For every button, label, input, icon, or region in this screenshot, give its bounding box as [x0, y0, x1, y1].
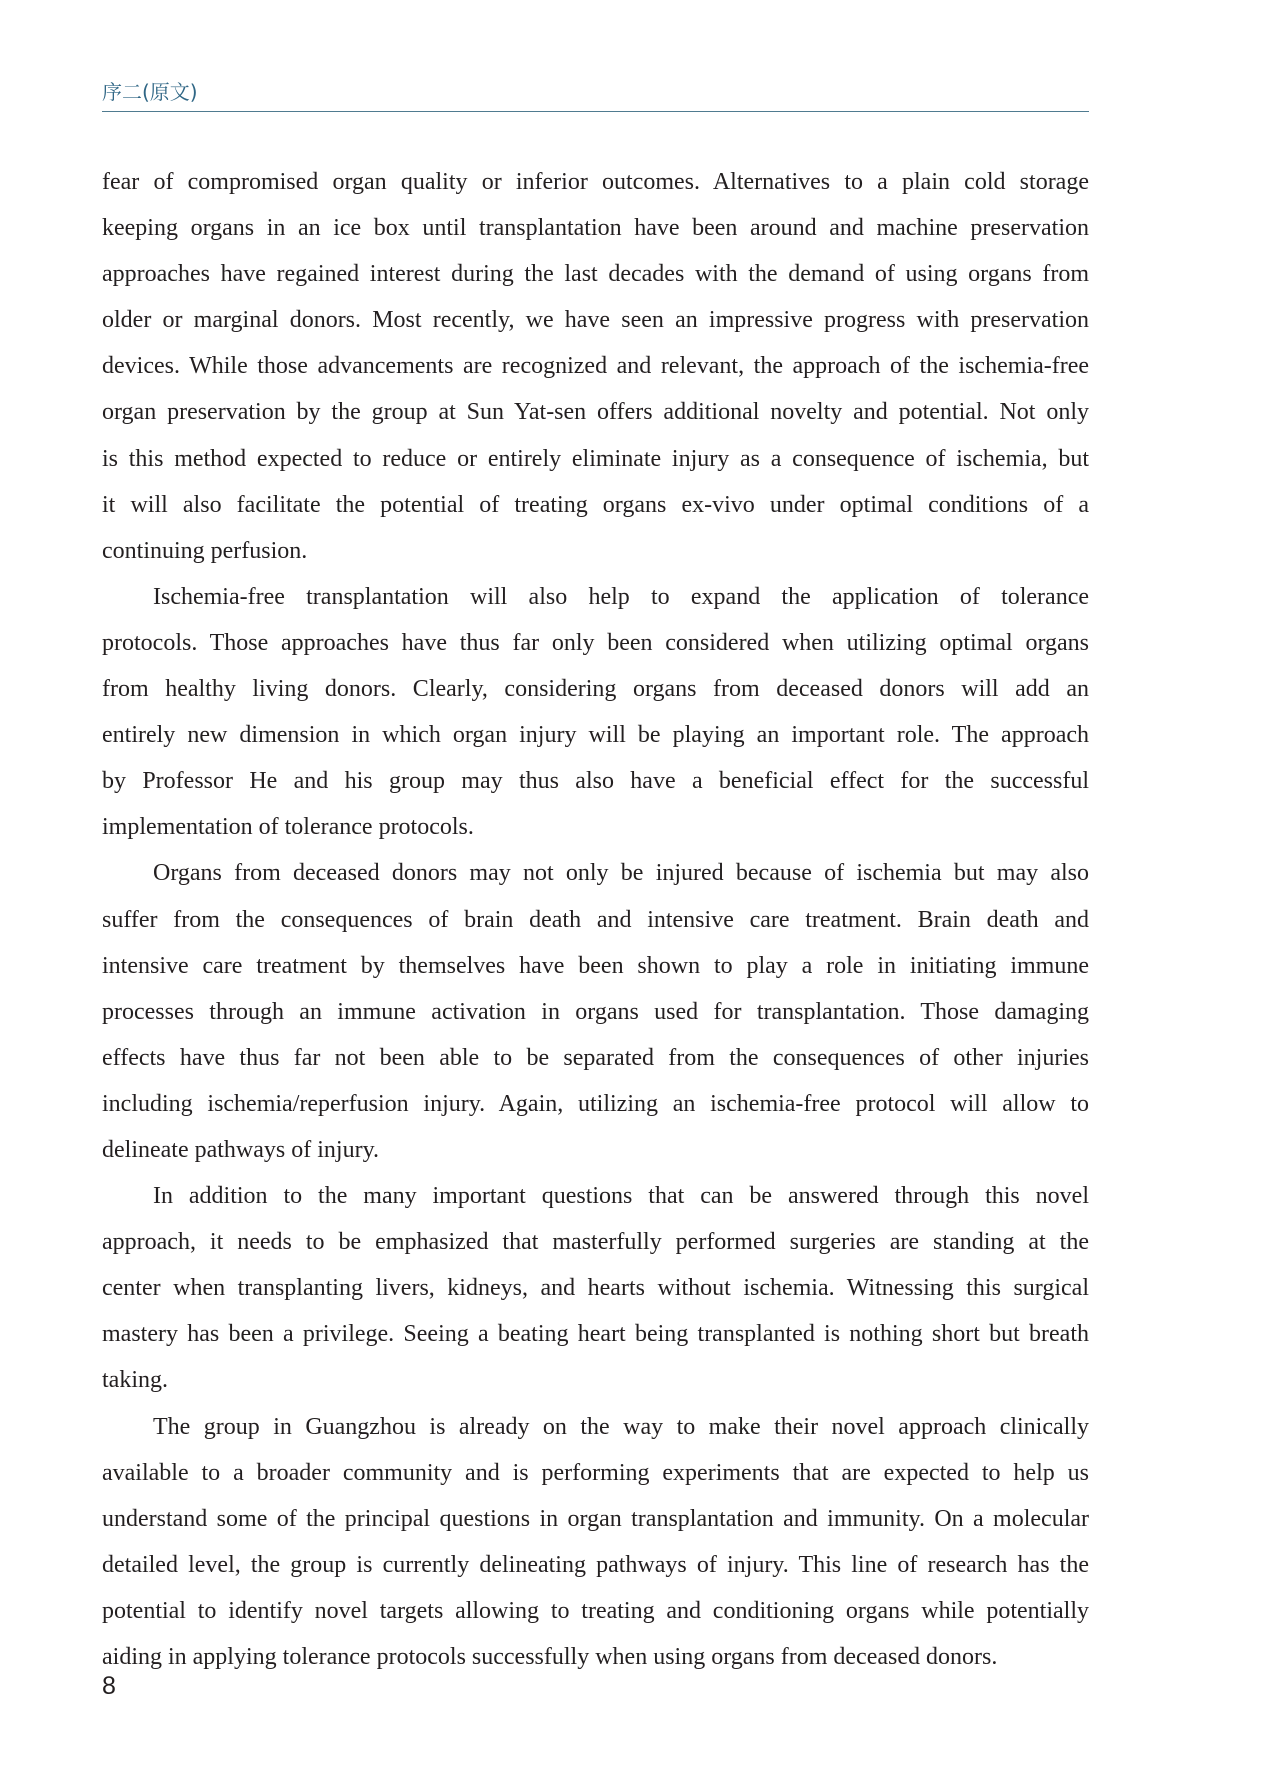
header-divider — [102, 111, 1089, 112]
text-line: older or marginal donors. Most recently, we have seen an impressive progress with preservation — [102, 307, 1089, 334]
text-line: aiding in applying tolerance protocols successfully when using organs from deceased donors. — [102, 1644, 998, 1670]
paragraph — [102, 853, 1089, 1176]
text-line: including ischemia/reperfusion injury. Again, utilizing an ischemia-free protocol will allow to — [102, 1090, 1089, 1117]
text-line: by Professor He and his group may thus also have a beneficial effect for the successful — [102, 768, 1089, 795]
text-line: center when transplanting livers, kidneys, and hearts without ischemia. Witnessing this surgical — [102, 1275, 1089, 1302]
text-line: effects have thus far not been able to be separated from the consequences of other injuries — [102, 1044, 1089, 1071]
text-line: implementation of tolerance protocols. — [102, 814, 474, 841]
running-header-title: 序二(原文) — [102, 80, 198, 104]
text-line: Ischemia-free transplantation will also help to expand the application of tolerance — [153, 583, 1089, 610]
paragraph — [102, 577, 1089, 854]
paragraph — [102, 162, 1089, 577]
text-line: understand some of the principal questions in organ transplantation and immunity. On a molecular — [102, 1505, 1089, 1532]
text-line: is this method expected to reduce or entirely eliminate injury as a consequence of ischemia, but — [102, 445, 1089, 472]
text-line: devices. While those advancements are recognized and relevant, the approach of the ischemia-free — [102, 353, 1089, 380]
text-line: delineate pathways of injury. — [102, 1136, 380, 1163]
text-line: suffer from the consequences of brain death and intensive care treatment. Brain death and — [102, 906, 1089, 933]
text-line: keeping organs in an ice box until transplantation have been around and machine preservation — [102, 215, 1089, 242]
text-line: approach, it needs to be emphasized that masterfully performed surgeries are standing at the — [102, 1229, 1089, 1256]
running-header — [102, 78, 1089, 112]
page-number: 8 — [102, 1672, 116, 1700]
text-line: approaches have regained interest during the last decades with the demand of using organs from — [102, 261, 1089, 288]
text-line: Organs from deceased donors may not only be injured because of ischemia but may also — [153, 860, 1089, 887]
text-line: from healthy living donors. Clearly, considering organs from deceased donors will add an — [102, 676, 1089, 703]
text-line: The group in Guangzhou is already on the way to make their novel approach clinically — [153, 1413, 1089, 1440]
text-line: entirely new dimension in which organ injury will be playing an important role. The approach — [102, 722, 1089, 749]
paragraph — [102, 1176, 1089, 1406]
text-line: processes through an immune activation in organs used for transplantation. Those damaging — [102, 998, 1089, 1025]
text-line: protocols. Those approaches have thus far only been considered when utilizing optimal organs — [102, 629, 1089, 656]
body-text — [102, 162, 1089, 1683]
paragraph — [102, 1407, 1089, 1684]
text-line: taking. — [102, 1367, 168, 1394]
text-line: available to a broader community and is performing experiments that are expected to help us — [102, 1459, 1089, 1486]
text-line: organ preservation by the group at Sun Yat-sen offers additional novelty and potential. Not only — [102, 399, 1089, 426]
text-line: In addition to the many important questions that can be answered through this novel — [153, 1183, 1089, 1210]
text-line: potential to identify novel targets allowing to treating and conditioning organs while potentially — [102, 1597, 1089, 1624]
text-line: intensive care treatment by themselves have been shown to play a role in initiating immune — [102, 952, 1089, 979]
text-line: it will also facilitate the potential of treating organs ex-vivo under optimal conditions of a — [102, 491, 1089, 518]
text-line: mastery has been a privilege. Seeing a beating heart being transplanted is nothing short but breath — [102, 1321, 1089, 1348]
text-line: continuing perfusion. — [102, 537, 308, 564]
text-line: fear of compromised organ quality or inferior outcomes. Alternatives to a plain cold storage — [102, 169, 1089, 195]
text-line: detailed level, the group is currently delineating pathways of injury. This line of research has the — [102, 1551, 1089, 1578]
